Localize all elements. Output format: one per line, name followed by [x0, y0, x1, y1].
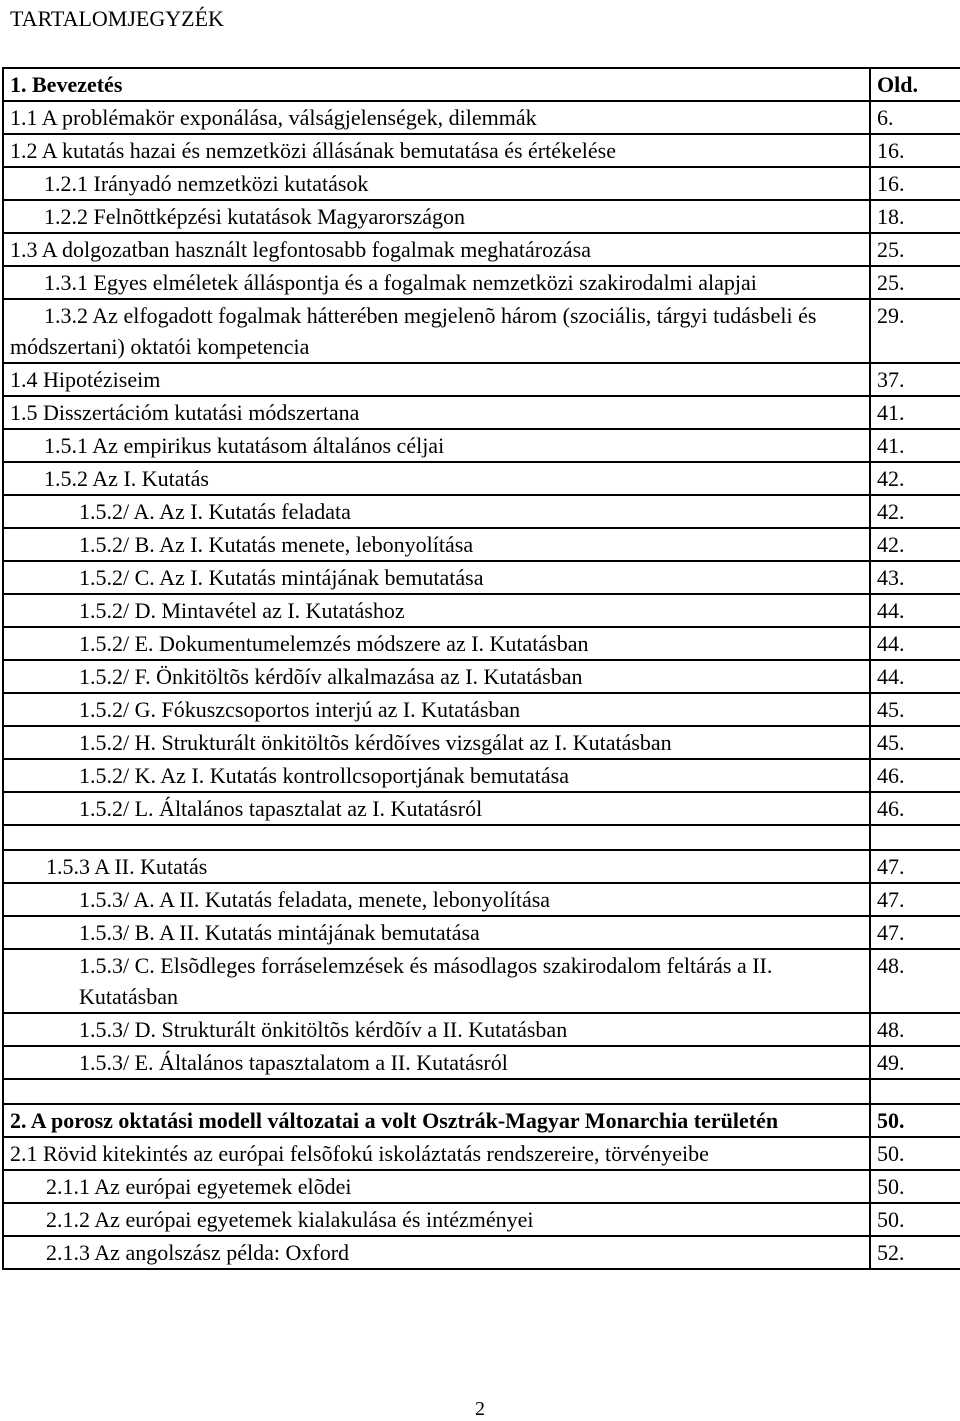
toc-entry-text: 1.5.2/ F. Önkitöltõs kérdõív alkalmazása az I. Kutatásban: [3, 660, 870, 693]
toc-row: [3, 167, 960, 200]
toc-row: [3, 1236, 960, 1269]
toc-page-number: 52.: [870, 1236, 960, 1269]
toc-entry-text: 2.1 Rövid kitekintés az európai felsõfokú iskoláztatás rendszereire, törvényeibe: [3, 1137, 870, 1170]
toc-page-number: 47.: [870, 883, 960, 916]
toc-page-number: 50.: [870, 1104, 960, 1137]
toc-page-number: 41.: [870, 429, 960, 462]
toc-row: [3, 68, 960, 101]
toc-row: [3, 101, 960, 134]
toc-spacer-cell: [3, 825, 870, 850]
toc-entry-text: 1.5 Disszertációm kutatási módszertana: [3, 396, 870, 429]
toc-entry-text: 1.3.2 Az elfogadott fogalmak hátterében megjelenõ három (szociális, tárgyi tudásbeli és módszertani) oktatói kompetencia: [3, 299, 870, 363]
toc-entry-text: 1.5.2/ A. Az I. Kutatás feladata: [3, 495, 870, 528]
toc-page-number: 44.: [870, 660, 960, 693]
toc-page-number: 45.: [870, 726, 960, 759]
toc-page-number: 41.: [870, 396, 960, 429]
toc-entry-text: 1.5.2 Az I. Kutatás: [3, 462, 870, 495]
toc-row: [3, 850, 960, 883]
toc-row: [3, 594, 960, 627]
toc-page-number: 44.: [870, 594, 960, 627]
toc-row: [3, 1203, 960, 1236]
toc-entry-text: 2.1.2 Az európai egyetemek kialakulása és intézményei: [3, 1203, 870, 1236]
toc-page-number: 45.: [870, 693, 960, 726]
toc-spacer-row: [3, 825, 960, 850]
toc-entry-text: 1.5.3/ D. Strukturált önkitöltõs kérdõív a II. Kutatásban: [3, 1013, 870, 1046]
toc-row: [3, 134, 960, 167]
toc-entry-text: 1.5.2/ B. Az I. Kutatás menete, lebonyolítása: [3, 528, 870, 561]
toc-page-number: 50.: [870, 1170, 960, 1203]
toc-page-number: Old.: [870, 68, 960, 101]
toc-page-number: 48.: [870, 1013, 960, 1046]
toc-entry-text: 1.5.3/ A. A II. Kutatás feladata, menete, lebonyolítása: [3, 883, 870, 916]
toc-page-number: 48.: [870, 949, 960, 1013]
toc-row: [3, 363, 960, 396]
toc-entry-text: 1.5.2/ H. Strukturált önkitöltõs kérdõíves vizsgálat az I. Kutatásban: [3, 726, 870, 759]
toc-row: [3, 916, 960, 949]
toc-entry-text: 1.5.3/ E. Általános tapasztalatom a II. Kutatásról: [3, 1046, 870, 1079]
toc-page-number: 50.: [870, 1137, 960, 1170]
toc-entry-text: 1.5.3 A II. Kutatás: [3, 850, 870, 883]
toc-row: [3, 1013, 960, 1046]
toc-row: [3, 429, 960, 462]
toc-spacer-row: [3, 1079, 960, 1104]
toc-row: [3, 200, 960, 233]
toc-row: [3, 462, 960, 495]
toc-entry-text: 2.1.1 Az európai egyetemek elõdei: [3, 1170, 870, 1203]
toc-entry-text: 1.2.2 Felnõttképzési kutatások Magyarországon: [3, 200, 870, 233]
toc-page-number: 50.: [870, 1203, 960, 1236]
toc-row: [3, 660, 960, 693]
toc-spacer-cell: [3, 1079, 870, 1104]
toc-page-number: 16.: [870, 167, 960, 200]
toc-entry-text: 1.5.3/ C. Elsõdleges forráselemzések és másodlagos szakirodalom feltárás a II. Kutatásban: [3, 949, 870, 1013]
toc-page-number: 42.: [870, 495, 960, 528]
toc-page-number: 43.: [870, 561, 960, 594]
toc-entry-text: 1.5.2/ D. Mintavétel az I. Kutatáshoz: [3, 594, 870, 627]
toc-row: [3, 299, 960, 363]
toc-row: [3, 1104, 960, 1137]
toc-page-number: 42.: [870, 528, 960, 561]
page-title: TARTALOMJEGYZÉK: [10, 6, 224, 31]
toc-page-number: 46.: [870, 792, 960, 825]
toc-page-number: 18.: [870, 200, 960, 233]
toc-row: [3, 726, 960, 759]
toc-page-number: 6.: [870, 101, 960, 134]
toc-entry-text: 1.5.1 Az empirikus kutatásom általános céljai: [3, 429, 870, 462]
toc-spacer-cell: [870, 825, 960, 850]
toc-entry-text: 1.5.2/ E. Dokumentumelemzés módszere az I. Kutatásban: [3, 627, 870, 660]
toc-page-number: 44.: [870, 627, 960, 660]
toc-row: [3, 949, 960, 1013]
toc-page-number: 25.: [870, 233, 960, 266]
toc-row: [3, 693, 960, 726]
toc-row: [3, 759, 960, 792]
toc-entry-text: 1.5.2/ C. Az I. Kutatás mintájának bemutatása: [3, 561, 870, 594]
toc-entry-text: 1.2.1 Irányadó nemzetközi kutatások: [3, 167, 870, 200]
toc-row: [3, 1137, 960, 1170]
toc-row: [3, 792, 960, 825]
toc-row: [3, 627, 960, 660]
toc-spacer-cell: [870, 1079, 960, 1104]
toc-row: [3, 233, 960, 266]
toc-row: [3, 1170, 960, 1203]
toc-row: [3, 528, 960, 561]
toc-row: [3, 561, 960, 594]
toc-body: [3, 68, 960, 1269]
toc-page-number: 37.: [870, 363, 960, 396]
toc-entry-text: 1.5.2/ K. Az I. Kutatás kontrollcsoportjának bemutatása: [3, 759, 870, 792]
toc-row: [3, 495, 960, 528]
toc-entry-text: 2. A porosz oktatási modell változatai a volt Osztrák-Magyar Monarchia területén: [3, 1104, 870, 1137]
toc-entry-text: 1.1 A problémakör exponálása, válságjelenségek, dilemmák: [3, 101, 870, 134]
toc-page-number: 46.: [870, 759, 960, 792]
toc-page-number: 16.: [870, 134, 960, 167]
toc-page-number: 49.: [870, 1046, 960, 1079]
toc-entry-text: 1.3 A dolgozatban használt legfontosabb fogalmak meghatározása: [3, 233, 870, 266]
toc-page-number: 47.: [870, 850, 960, 883]
toc-entry-text: 1.2 A kutatás hazai és nemzetközi állásának bemutatása és értékelése: [3, 134, 870, 167]
toc-row: [3, 1046, 960, 1079]
toc-entry-text: 2.1.3 Az angolszász példa: Oxford: [3, 1236, 870, 1269]
toc-entry-text: 1.4 Hipotéziseim: [3, 363, 870, 396]
toc-page-number: 47.: [870, 916, 960, 949]
toc-entry-text: 1.5.3/ B. A II. Kutatás mintájának bemutatása: [3, 916, 870, 949]
toc-row: [3, 266, 960, 299]
toc-row: [3, 883, 960, 916]
toc-entry-text: 1. Bevezetés: [3, 68, 870, 101]
toc-table: [2, 67, 960, 1270]
toc-entry-text: 1.3.1 Egyes elméletek álláspontja és a fogalmak nemzetközi szakirodalmi alapjai: [3, 266, 870, 299]
toc-entry-text: 1.5.2/ L. Általános tapasztalat az I. Kutatásról: [3, 792, 870, 825]
toc-page-number: 29.: [870, 299, 960, 363]
toc-row: [3, 396, 960, 429]
toc-page-number: 42.: [870, 462, 960, 495]
toc-entry-text: 1.5.2/ G. Fókuszcsoportos interjú az I. Kutatásban: [3, 693, 870, 726]
toc-page-number: 25.: [870, 266, 960, 299]
page-number: 2: [475, 1398, 485, 1420]
